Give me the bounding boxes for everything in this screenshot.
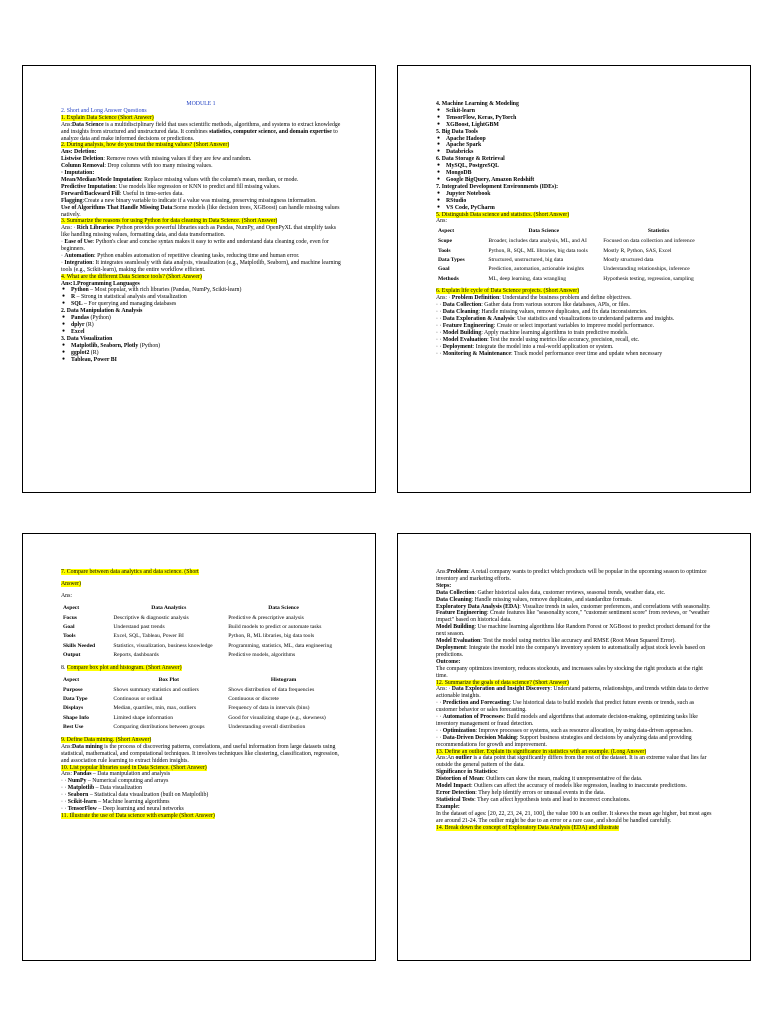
table-cell: Goal: [63, 623, 75, 630]
missing-value-method: Flagging:Create a new binary variable to indicate if a value was missing, preserving missingness information.: [61, 197, 317, 204]
outcome-text: The company optimizes inventory, reduces stockouts, and increases sales by stocking the right products at the right time.: [436, 665, 703, 679]
question-7: 7. Compare between data analytics and data science. (Short: [61, 569, 199, 575]
boxplot-vs-histogram-table: [61, 675, 341, 732]
answer-5-prefix: Ans:: [436, 218, 447, 225]
step-item: Data Cleaning: Handle missing values, remove duplicates, and standardize formats.: [436, 596, 633, 603]
table-row: [61, 622, 341, 631]
table-cell: Predictive & prescriptive analysis: [228, 614, 304, 621]
table-cell: Python, R, ML libraries, big data tools: [228, 633, 315, 640]
tools-heading-6: 6. Data Storage & Retrieval: [436, 156, 505, 163]
table-cell: Understanding overall distribution: [228, 724, 306, 731]
example-label: Example:: [436, 803, 460, 810]
tool-item: ● R – Strong in statistical analysis and visualization: [61, 294, 341, 301]
lifecycle-step: · · Data Cleaning: Handle missing values, remove duplicates, and fix data inconsistencies.: [436, 309, 648, 316]
step-item: Model Evaluation: Test the model using metrics like accuracy and RMSE (Root Mean Squared Error).: [436, 638, 676, 645]
table-row: [436, 255, 716, 264]
tool-item: ● Apache Spark: [436, 142, 716, 149]
answer-11-intro: Ans:Problem: A retail company wants to predict which products will be popular in the upcoming season to optimize inventory and marketing efforts.: [436, 569, 707, 582]
table-row: [61, 650, 341, 659]
analytics-science-header: Data Analytics: [151, 604, 187, 611]
table-cell: Broader, includes data analysis, ML, and AI: [488, 238, 587, 245]
question-12: 12. Summarize the goals of data science? (Short Answer): [436, 679, 569, 686]
table-row: [436, 246, 716, 255]
table-cell: Reports, dashboards: [113, 652, 159, 659]
steps-label: Steps:: [436, 582, 452, 589]
table-cell: Good for visualizing shape (e.g., skewness): [228, 714, 326, 721]
missing-value-method: Predictive Imputation: Use models like regression or KNN to predict and fill missing values.: [61, 183, 281, 190]
missing-value-method: Listwise Deletion: Remove rows with missing values if they are few and random.: [61, 156, 252, 163]
table-cell: Tools: [438, 247, 451, 254]
question-10: 10. List popular libraries used in Data Science. (Short Answer): [61, 764, 207, 771]
ds-vs-stats-table: [436, 226, 716, 283]
table-cell: Understanding relationships, inference: [603, 266, 690, 273]
tool-item: ● XGBoost, LightGBM: [436, 122, 716, 129]
table-cell: Mostly structured data: [603, 256, 654, 263]
table-cell: Limited shape information: [113, 714, 174, 721]
lifecycle-step: · · Model Building: Apply machine learning algorithms to train predictive models.: [436, 329, 629, 336]
tool-item: ● Pandas (Python): [61, 315, 341, 322]
table-cell: Tools: [63, 633, 76, 640]
lifecycle-step: · · Data Exploration & Analysis: Use statistics and visualizations to understand patterns and insights.: [436, 316, 675, 323]
table-cell: Shows summary statistics and outliers: [113, 686, 199, 693]
lifecycle-step: · · Monitoring & Maintenance: Track model performance over time and update when necessary: [436, 350, 663, 357]
analytics-science-header: Aspect: [63, 604, 80, 611]
missing-value-method: Use of Algorithms That Handle Missing Data:Some models (like decision trees, XGBoost) can handle missing values natively.: [61, 204, 340, 218]
section-heading: 2. Short and Long Answer Questions: [61, 107, 147, 114]
lifecycle-step: · · Model Evaluation: Test the model using metrics like accuracy, precision, recall, etc.: [436, 336, 640, 343]
boxplot-histogram-header: Histogram: [270, 676, 297, 683]
missing-value-method: · Imputation:: [61, 170, 95, 177]
table-row: [436, 265, 716, 274]
table-cell: Shape Info: [63, 714, 89, 721]
table-cell: Programming, statistics, ML, data engineering: [228, 642, 333, 649]
tool-item: ● ggplot2 (R): [61, 350, 341, 357]
tool-item: ● Apache Hadoop: [436, 136, 716, 143]
document-page-2: [397, 65, 751, 493]
outcome-label: Outcome:: [436, 658, 461, 665]
document-page-3: [22, 533, 376, 961]
table-cell: Build models to predict or automate tasks: [228, 623, 322, 630]
table-row: [61, 694, 341, 703]
table-cell: Understand past trends: [113, 623, 165, 630]
table-cell: Goal: [438, 266, 450, 273]
tools-heading-3: 3. Data Visualization: [61, 335, 113, 342]
document-page-4: [397, 533, 751, 961]
lifecycle-step: · · Data Collection: Gather data from various sources like databases, APIs, or files.: [436, 302, 630, 309]
tool-item: ● Databricks: [436, 149, 716, 156]
step-item: Deployment: Integrate the model into the company's inventory system to automatically adjust stock levels based on predictions.: [436, 644, 706, 658]
answer-2-heading: Ans: Deletion:: [61, 149, 97, 156]
goal-item: · · Prediction and Forecasting: Use historical data to build models that predict future events or trends, such as customer behavior or sales forecasting.: [436, 700, 695, 714]
answer-13: Ans:An outlier is a data point that significantly differs from the rest of the dataset. It is an extreme value that lies far outside the general pattern of the data.: [436, 755, 707, 769]
tool-item: ● Tableau, Power BI: [61, 357, 341, 364]
python-reason: · Ease of Use: Python's clear and concise syntax makes it easy to write and understand data cleaning code, even for beginners.: [61, 239, 329, 253]
table-cell: Mostly R, Python, SAS, Excel: [603, 247, 672, 254]
table-row: [61, 723, 341, 732]
python-reason: Ans: · Rich Libraries: Python provides powerful libraries such as Pandas, NumPy, and OpenPyXL that simplify tasks like handling missing values, formatting data, and data transformation.: [61, 225, 337, 239]
question-1: 1. Explain Data Science (Short Answer): [61, 114, 154, 121]
tool-item: ● Google BigQuery, Amazon Redshift: [436, 177, 716, 184]
library-item: · · Scikit-learn – Machine learning algorithms: [61, 799, 170, 806]
question-13: 13. Define an outlier. Explain its significance in statistics with an example. (Long Answer): [436, 748, 647, 755]
table-row: [61, 613, 341, 622]
question-6: 6. Explain life cycle of Data Science projects. (Short Answer): [436, 288, 580, 295]
table-cell: Methods: [438, 275, 459, 282]
goal-item: Ans: · Data Exploration and Insight Discovery: Understand patterns, relationships, and trends within data to derive actionable insights.: [436, 686, 709, 700]
table-row: [61, 685, 341, 694]
tool-item: ● Jupyter Notebook: [436, 191, 716, 198]
tools-heading-2: 2. Data Manipulation & Analysis: [61, 308, 143, 315]
question-11: 11. Illustrate the use of Data science with example (Short Answer): [61, 812, 215, 819]
question-4: 4. What are the different Data Science tools? (Short Answer): [61, 273, 202, 280]
tools-heading-1: Ans:1.Programming Languages: [61, 280, 140, 287]
significance-item: Error Detection: They help identify errors or unusual events in the data.: [436, 790, 606, 796]
tool-item: ● dplyr (R): [61, 322, 341, 329]
table-cell: Structured, unstructured, big data: [488, 256, 564, 263]
step-item: Model Building: Use machine learning algorithms like Random Forest or XGBoost to predict product demand for the next season.: [436, 624, 711, 638]
tool-item: ● SQL – For querying and managing databases: [61, 301, 341, 308]
question-5: 5. Distinguish Data science and statistics. (Short Answer): [436, 211, 570, 218]
step-item: Data Collection: Gather historical sales data, customer reviews, seasonal trends, weather data, etc.: [436, 589, 666, 596]
table-cell: Purpose: [63, 686, 83, 693]
boxplot-histogram-header: Box Plot: [158, 676, 179, 683]
missing-value-method: Forward/Backward Fill: Useful in time-series data.: [61, 190, 184, 197]
document-page-1: [22, 65, 376, 493]
table-row: [61, 704, 341, 713]
answer-1: Ans:Data Science is a multidisciplinary field that uses scientific methods, algorithms, and systems to extract knowledge and insights from structured and unstructured data. It combines statistics, computer science, and domain expertise to analyze data and make informed decisions or predictions.: [61, 121, 341, 142]
table-cell: ML, deep learning, data wrangling: [488, 275, 567, 282]
table-cell: Skills Needed: [63, 642, 96, 649]
table-cell: Continuous or ordinal: [113, 695, 163, 702]
library-item: Ans: Pandas – Data manipulation and analysis: [61, 771, 171, 778]
table-cell: Frequency of data in intervals (bins): [228, 705, 310, 712]
lifecycle-step: · · Feature Engineering: Create or select important variables to improve model performance.: [436, 323, 655, 329]
library-item: · · NumPy – Numerical computing and arrays: [61, 778, 169, 785]
table-row: [61, 713, 341, 722]
tool-item: ● Python – Most popular, with rich libraries (Pandas, NumPy, Scikit-learn): [61, 287, 341, 294]
answer-7-prefix: Ans:: [61, 592, 72, 599]
tool-item: ● Excel: [61, 329, 341, 336]
question-14: 14. Break down the concept of Exploratory Data Analysis (EDA) and illustrate: [436, 824, 619, 831]
table-cell: Comparing distributions between groups: [113, 724, 205, 731]
tool-item: ● MongoDB: [436, 170, 716, 177]
question-8: 8. Compare box plot and histogram. (Short Answer): [61, 664, 182, 671]
boxplot-histogram-header: Aspect: [63, 676, 80, 683]
missing-value-method: Mean/Median/Mode Imputation: Replace missing values with the column's mean, median, or mode.: [61, 176, 299, 183]
table-cell: Prediction, automation, actionable insights: [488, 266, 584, 273]
goal-item: · · Data-Driven Decision Making: Support business strategies and decisions by analyzing data and providing recommendations for growth and improvement.: [436, 734, 692, 748]
tool-item: ● RStudio: [436, 198, 716, 205]
step-item: Feature Engineering: Create features like "seasonality score," "customer sentiment score" from reviews, or "weather impact" based on historical data.: [436, 610, 710, 624]
table-cell: Best Use: [63, 724, 84, 731]
ds-stats-header: Statistics: [647, 228, 670, 235]
ds-stats-header: Data Science: [528, 228, 560, 235]
table-cell: Data Types: [438, 256, 465, 263]
table-cell: Hypothesis testing, regression, sampling: [603, 275, 694, 282]
tool-item: ● VS Code, PyCharm: [436, 205, 716, 212]
table-cell: Continuous or discrete: [228, 695, 279, 702]
step-item: Exploratory Data Analysis (EDA): Visualize trends in sales, customer preferences, and correlations with seasonality.: [436, 603, 711, 610]
tools-heading-7: 7. Integrated Development Environments (IDEs):: [436, 183, 559, 190]
table-row: [436, 237, 716, 246]
tools-heading-4: 4. Machine Learning & Modeling: [436, 101, 519, 107]
tool-item: ● Scikit-learn: [436, 108, 716, 115]
question-7-cont: Answer): [61, 580, 81, 587]
answer-9: Ans:Data mining is the process of discovering patterns, correlations, and useful information from large datasets using statistical, mathematical, and computational techniques. It involves techniques like clustering, classification, regression, and association rule learning to extract hidden insights.: [61, 743, 340, 764]
table-cell: Predictive models, algorithms: [228, 652, 296, 659]
table-cell: Output: [63, 652, 81, 659]
tool-item: ● TensorFlow, Keras, PyTorch: [436, 115, 716, 122]
table-cell: Shows distribution of data frequencies: [228, 686, 315, 693]
ds-stats-header: Aspect: [438, 228, 455, 235]
table-cell: Focused on data collection and inference: [603, 238, 695, 245]
library-item: · · Seaborn – Statistical data visualization (built on Matplotlib): [61, 792, 209, 799]
question-9: 9. Define Data mining. (Short Answer): [61, 736, 152, 743]
table-row: [61, 641, 341, 650]
lifecycle-step: · · Deployment: Integrate the model into a real-world application or system.: [436, 343, 614, 350]
tools-heading-5: 5. Big Data Tools: [436, 128, 478, 135]
python-reason: · Integration: It integrates seamlessly with data analysis, visualization (e.g., Matplotlib, Seaborn), and machine learning tools (e.g., Scikit-learn), making the entire workflow efficient.: [61, 259, 341, 273]
library-item: · · Matplotlib – Data visualization: [61, 785, 142, 792]
missing-value-method: Column Removal: Drop columns with too many missing values.: [61, 163, 213, 170]
example-text: In the dataset of ages: [20, 22, 23, 24, 21, 100], the value 100 is an outlier. It skews the mean age higher, but most ages are around 21-24. The outlier might be due to an error or a rare case, and should be handled carefully.: [436, 810, 712, 824]
goal-item: · · Automation of Processes: Build models and algorithms that automate decision-making, optimizing tasks like inventory management or fraud detection.: [436, 714, 698, 727]
significance-item: Model Impact: Outliers can affect the accuracy of models like regression, leading to inaccurate predictions.: [436, 783, 687, 790]
question-2: 2. During analysis, how do you treat the missing values? (Short Answer): [61, 142, 230, 149]
significance-label: Significance in Statistics:: [436, 769, 498, 776]
tool-item: ● Matplotlib, Seaborn, Plotly (Python): [61, 343, 341, 350]
significance-item: Distortion of Mean: Outliers can skew the mean, making it unrepresentative of the data.: [436, 776, 643, 783]
table-cell: Scope: [438, 238, 452, 245]
module-title: MODULE 1: [186, 101, 216, 107]
library-item: · · TensorFlow – Deep learning and neural networks: [61, 806, 184, 812]
question-3: 3. Summarize the reasons for using Python for data cleaning in Data Science. (Short Answer): [61, 218, 278, 225]
table-row: [436, 274, 716, 283]
table-cell: Displays: [63, 705, 84, 712]
table-cell: Descriptive & diagnostic analysis: [113, 614, 189, 621]
analytics-science-header: Data Science: [268, 604, 299, 611]
table-cell: Python, R, SQL, ML libraries, big data tools: [488, 247, 588, 254]
table-cell: Statistics, visualization, business knowledge: [113, 642, 213, 649]
python-reason: · Automation: Python enables automation of repetitive cleaning tasks, reducing time and human error.: [61, 252, 300, 259]
tool-item: ● MySQL, PostgreSQL: [436, 163, 716, 170]
table-cell: Median, quartiles, min, max, outliers: [113, 705, 197, 712]
table-row: [61, 632, 341, 641]
lifecycle-step: Ans: · Problem Definition: Understand the business problem and define objectives.: [436, 295, 632, 302]
table-cell: Focus: [63, 614, 77, 621]
table-cell: Data Type: [63, 695, 88, 702]
analytics-vs-science-table: [61, 603, 341, 660]
significance-item: Statistical Tests: They can affect hypothesis tests and lead to incorrect conclusions.: [436, 796, 631, 803]
table-cell: Excel, SQL, Tableau, Power BI: [113, 633, 184, 640]
goal-item: · · Optimization: Improve processes or systems, such as resource allocation, by using data-driven approaches.: [436, 727, 693, 734]
